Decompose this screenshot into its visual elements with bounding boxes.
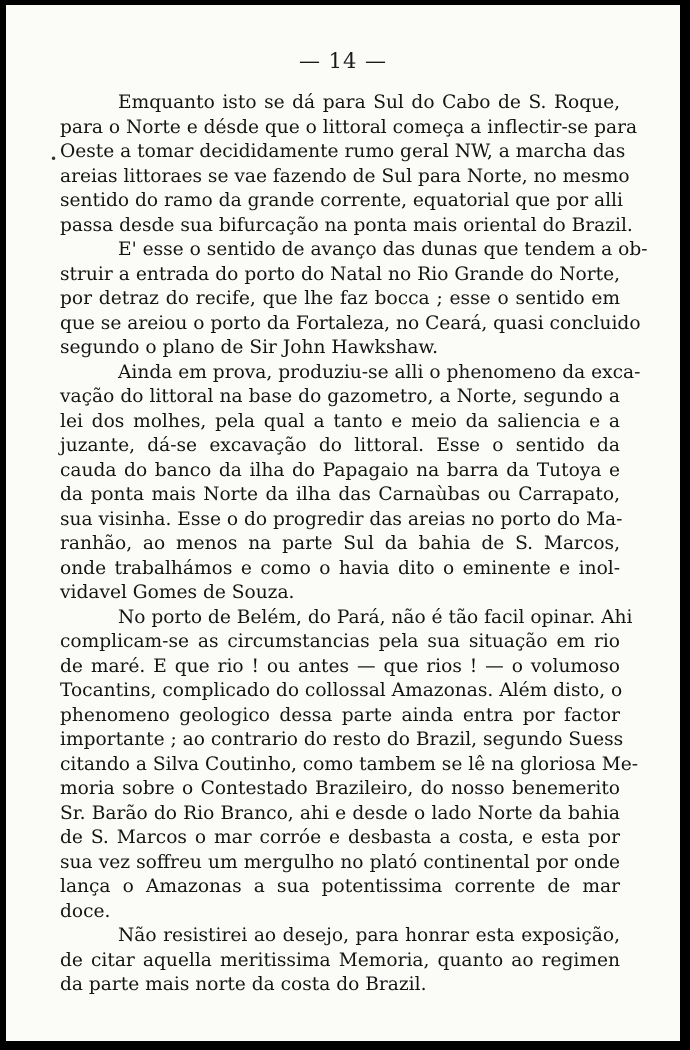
- text-line: Sr. Barão do Rio Branco, ahi e desde o lado Norte da bahia: [60, 802, 620, 824]
- text-line: phenomeno geologico dessa parte ainda entra por factor: [60, 704, 620, 726]
- text-line: da parte mais norte da costa do Brazil.: [60, 974, 427, 995]
- text-line: de S. Marcos o mar corróe e desbasta a costa, e esta por: [60, 827, 620, 848]
- text-line: moria sobre o Contestado Brazileiro, do nosso benemerito: [60, 778, 620, 799]
- text-line: de maré. E que rio ! ou antes — que rios ! — o volumoso: [60, 655, 620, 677]
- text-line: complicam-se as circumstancias pela sua situação em rio: [60, 631, 620, 652]
- text-line: por detraz do recife, que lhe faz bocca ; esse o sentido em: [60, 288, 620, 309]
- text-line: onde trabalhámos e como o havia dito o eminente e inol-: [60, 557, 620, 579]
- text-line: Emquanto isto se dá para Sul do Cabo de S. Roque,: [118, 92, 620, 113]
- text-line: vidavel Gomes de Souza.: [60, 582, 295, 603]
- text-line: Não resistirei ao desejo, para honrar esta exposição,: [118, 925, 620, 946]
- text-line: da ponta mais Norte da ilha das Carnaùbas ou Carrapato,: [60, 484, 620, 505]
- text-line: segundo o plano de Sir John Hawkshaw.: [60, 337, 439, 358]
- text-line: lança o Amazonas a sua potentissima corrente de mar: [60, 876, 620, 897]
- text-line: sua vez soffreu um mergulho no plató continental por onde: [60, 851, 620, 873]
- text-line: doce.: [60, 900, 111, 922]
- text-line: areias littoraes se vae fazendo de Sul para Norte, no mesmo: [60, 165, 630, 187]
- text-line: juzante, dá-se excavação do littoral. Esse o sentido da: [60, 435, 620, 456]
- text-line: No porto de Belém, do Pará, não é tão facil opinar. Ahi: [118, 606, 633, 628]
- text-line: cauda do banco da ilha do Papagaio na barra da Tutoya e: [60, 459, 620, 481]
- text-line: struir a entrada do porto do Natal no Rio Grande do Norte,: [60, 263, 620, 285]
- text-line: importante ; ao contrario do resto do Brazil, segundo Suess: [60, 729, 624, 750]
- text-line: E' esse o sentido de avanço das dunas que tendem a ob-: [118, 239, 648, 260]
- text-line: passa desde sua bifurcação na ponta mais oriental do Brazil.: [60, 214, 633, 236]
- text-line: sentido do ramo da grande corrente, equatorial que por alli: [60, 190, 623, 211]
- page-number: — 14 —: [298, 49, 388, 73]
- text-line: Ainda em prova, produziu-se alli o phenomeno da exca-: [118, 361, 641, 383]
- text-line: citando a Silva Coutinho, como tambem se lê na gloriosa Me-: [60, 753, 639, 775]
- text-line: vação do littoral na base do gazometro, a Norte, segundo a: [60, 386, 620, 407]
- text-line: de citar aquella meritissima Memoria, quanto ao regimen: [60, 949, 620, 971]
- text-line: Tocantins, complicado do collossal Amazonas. Além disto, o: [60, 680, 623, 701]
- body-text: [60, 91, 648, 998]
- text-line: que se areiou o porto da Fortaleza, no Ceará, quasi concluido: [60, 312, 641, 334]
- text-line: ranhão, ao menos na parte Sul da bahia de S. Marcos,: [60, 533, 620, 554]
- text-line: lei dos molhes, pela qual a tanto e meio da saliencia e a: [60, 410, 620, 432]
- text-line: sua visinha. Esse o do progredir das areias no porto do Ma-: [60, 508, 623, 530]
- text-line: para o Norte e désde que o littoral começa a inflectir-se para: [60, 116, 638, 138]
- text-line: Oeste a tomar decididamente rumo geral NW, a marcha das: [60, 141, 626, 162]
- margin-dot-mark: •: [50, 152, 58, 166]
